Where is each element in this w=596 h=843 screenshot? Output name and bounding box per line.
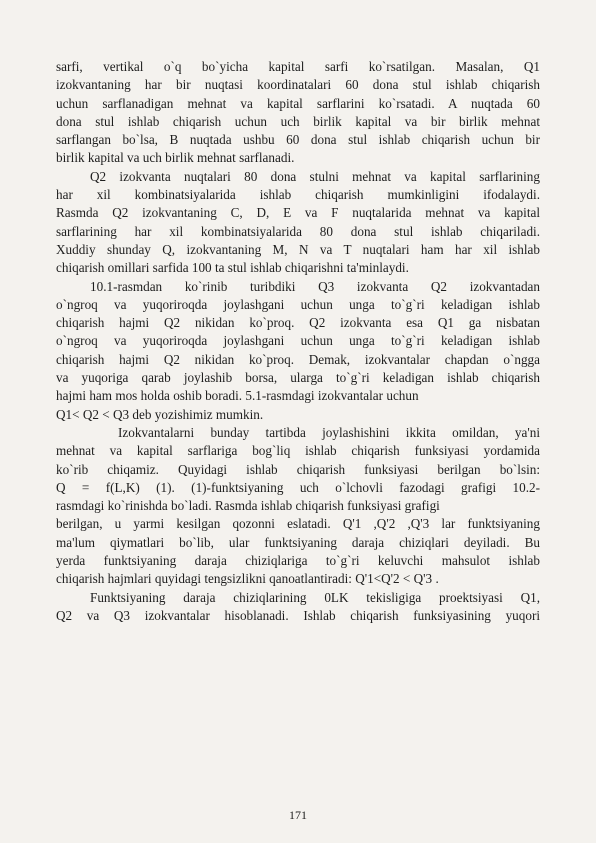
text-line: sarflangan bo`lsa, B nuqtada ushbu 60 dona stul ishlab chiqarish uchun bir xyxy=(56,132,540,148)
text-line: ko`rib chiqamiz. Quyidagi ishlab chiqarish funksiyasi berilgan bo`lsin: xyxy=(56,461,540,477)
formula-line: Q = f(L,K) (1). (1)-funktsiyaning uch o`lchovli fazodagi grafigi 10.2- xyxy=(56,479,540,495)
text-line: yerda funktsiyaning daraja chiziqlariga to`g`ri keluvchi mahsulot ishlab xyxy=(56,553,540,569)
document-body xyxy=(56,58,540,625)
text-line: o`ngroq va yuqoriroqda joylashgani uchun unga to`g`ri keladigan ishlab xyxy=(56,333,540,349)
text-line: Q2 izokvanta nuqtalari 80 dona stulni mehnat va kapital sarflarining xyxy=(90,168,540,184)
text-line: Funktsiyaning daraja chiziqlarining 0LK tekisligiga proektsiyasi Q1, xyxy=(90,589,540,605)
text-line: chiqarish hajmlari quyidagi tengsizlikni qanoatlantiradi: Q'1<Q'2 < Q'3 . xyxy=(56,571,439,587)
text-line: uchun sarflanadigan mehnat va kapital sarflarini ko`rsatadi. A nuqtada 60 xyxy=(56,95,540,111)
text-line: Izokvantalarni bunday tartibda joylashishini ikkita omildan, ya'ni xyxy=(118,424,540,440)
text-line: Rasmda Q2 izokvantaning C, D, E va F nuqtalarida mehnat va kapital xyxy=(56,205,540,221)
text-line: ma'lum qiymatlari bo`lib, ular funktsiyaning daraja chiziqlari deyiladi. Bu xyxy=(56,534,540,550)
text-line: rasmdagi ko`rinishda bo`ladi. Rasmda ishlab chiqarish funksiyasi grafigi xyxy=(56,498,440,514)
text-line: Q2 va Q3 izokvantalar hisoblanadi. Ishlab chiqarish funksiyasining yuqori xyxy=(56,607,540,623)
text-line: Xuddiy shunday Q, izokvantaning M, N va T nuqtalari ham har xil ishlab xyxy=(56,241,540,257)
text-line: chiqarish hajmi Q2 nikidan ko`proq. Q2 izokvanta esa Q1 ga nisbatan xyxy=(56,315,540,331)
text-line: o`ngroq va yuqoriroqda joylashgani uchun unga to`g`ri keladigan ishlab xyxy=(56,296,540,312)
text-line: va yuqoriga qarab joylashib borsa, ularga to`g`ri keladigan ishlab chiqarish xyxy=(56,370,540,386)
text-line: sarfi, vertikal o`q bo`yicha kapital sarfi ko`rsatilgan. Masalan, Q1 xyxy=(56,59,540,74)
text-line: chiqarish omillari sarfida 100 ta stul ishlab chiqarishni ta'minlaydi. xyxy=(56,260,409,276)
text-line: berilgan, u yarmi kesilgan qozonni eslatadi. Q'1 ,Q'2 ,Q'3 lar funktsiyaning xyxy=(56,516,540,532)
text-line: hajmi ham mos holda oshib boradi. 5.1-rasmdagi izokvantalar uchun xyxy=(56,388,419,404)
text-line: 10.1-rasmdan ko`rinib turibdiki Q3 izokvanta Q2 izokvantadan xyxy=(90,278,540,294)
text-line: dona stul ishlab chiqarish uchun uch birlik kapital va bir birlik mehnat xyxy=(56,113,540,129)
text-line: birlik kapital va uch birlik mehnat sarflanadi. xyxy=(56,150,295,166)
text-line: chiqarish hajmi Q2 nikidan ko`proq. Demak, izokvantalar chapdan o`ngga xyxy=(56,351,540,367)
page-number: 171 xyxy=(289,808,307,822)
text-line: sarflarining har xil kombinatsiyalarida 80 dona stul ishlab chiqariladi. xyxy=(56,223,540,239)
text-line: izokvantaning har bir nuqtasi koordinatalari 60 dona stul ishlab chiqarish xyxy=(56,77,540,93)
text-line: mehnat va kapital sarflariga bog`liq ishlab chiqarish funksiyasi yordamida xyxy=(56,443,540,459)
text-line: har xil kombinatsiyalarida ishlab chiqarish mumkinligini ifodalaydi. xyxy=(56,187,540,203)
inequality-line: Q1< Q2 < Q3 deb yozishimiz mumkin. xyxy=(56,406,264,422)
